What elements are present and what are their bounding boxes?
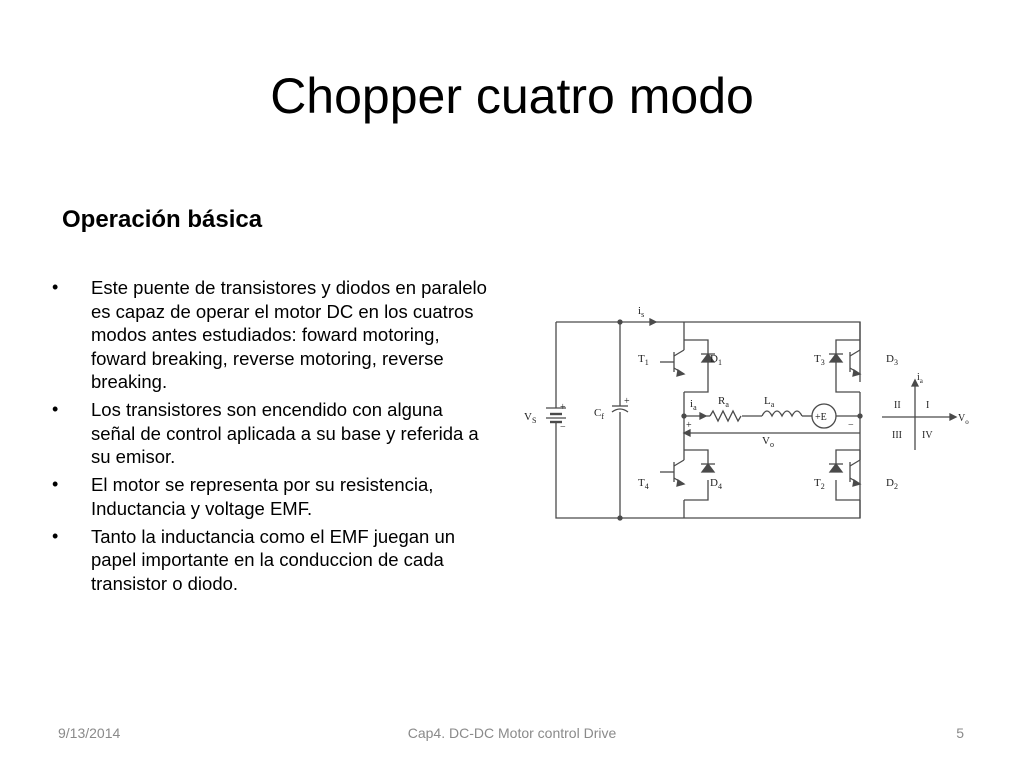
- bullet-item: [52, 525, 492, 596]
- t3-label: $T_3$: [814, 353, 825, 367]
- ia-label: $i_a$: [690, 398, 697, 412]
- vo-minus: −: [848, 420, 854, 431]
- slide-subtitle: Operación básica: [62, 206, 263, 233]
- cf-plus: +: [624, 396, 630, 407]
- vs-label: $V_S$: [524, 411, 537, 425]
- slide-title: Chopper cuatro modo: [270, 68, 754, 124]
- diode-symbols: [618, 319, 956, 520]
- bullet-list: [52, 276, 492, 600]
- circuit-labels: [524, 305, 969, 491]
- quadrant-ia-label: $i_a$: [917, 372, 923, 385]
- quadrant-3: III: [892, 430, 902, 441]
- circuit-svg: [510, 300, 975, 530]
- ra-label: $R_a$: [718, 395, 729, 409]
- slide-number: 5: [956, 725, 964, 741]
- d3-label: $D_3$: [886, 353, 898, 367]
- d2-label: $D_2$: [886, 477, 898, 491]
- quadrant-vo-label: $V_o$: [958, 413, 969, 426]
- footer-date: 9/13/2014: [58, 725, 121, 741]
- footer-title: Cap4. DC-DC Motor control Drive: [407, 725, 617, 741]
- t2-label: $T_2$: [814, 477, 825, 491]
- la-label: $L_a$: [764, 395, 775, 409]
- bullet-dot: •: [52, 525, 59, 546]
- emf-label: +E: [815, 412, 827, 423]
- cf-label: $C_f$: [594, 407, 605, 421]
- vo-label: $V_o$: [762, 435, 774, 449]
- quadrant-2: II: [894, 400, 901, 411]
- bullet-item: [52, 398, 492, 469]
- chopper-circuit-diagram: [510, 300, 975, 530]
- bullet-text: El motor se representa por su resistencia, Inductancia y voltage EMF.: [91, 474, 434, 519]
- bullet-text: Tanto la inductancia como el EMF juegan un papel importante en la conduccion de cada transistor o diodo.: [91, 525, 456, 594]
- vs-plus: +: [560, 402, 566, 413]
- vo-plus: +: [686, 420, 692, 431]
- bullet-dot: •: [52, 399, 59, 419]
- is-label: $i_s$: [638, 305, 645, 319]
- quadrant-4: IV: [922, 430, 933, 441]
- t4-label: $T_4$: [638, 477, 649, 491]
- bullet-item: [52, 276, 492, 394]
- d1-label: $D_1$: [710, 353, 722, 367]
- bullet-dot: •: [52, 277, 59, 297]
- quadrant-1: I: [926, 400, 930, 411]
- vs-minus: −: [560, 422, 566, 433]
- d4-label: $D_4$: [710, 477, 722, 491]
- bullet-dot: •: [52, 474, 59, 494]
- bullet-text: Los transistores son encendido con alguna señal de control aplicada a su base y referida a su emisor.: [91, 399, 479, 467]
- bullet-text: Este puente de transistores y diodos en paralelo es capaz de operar el motor DC en los cuatros modos antes estudiados: foward motoring, foward breaking, reverse motoring, reverse breaking.: [91, 277, 487, 392]
- bullet-item: [52, 473, 492, 520]
- t1-label: $T_1$: [638, 353, 649, 367]
